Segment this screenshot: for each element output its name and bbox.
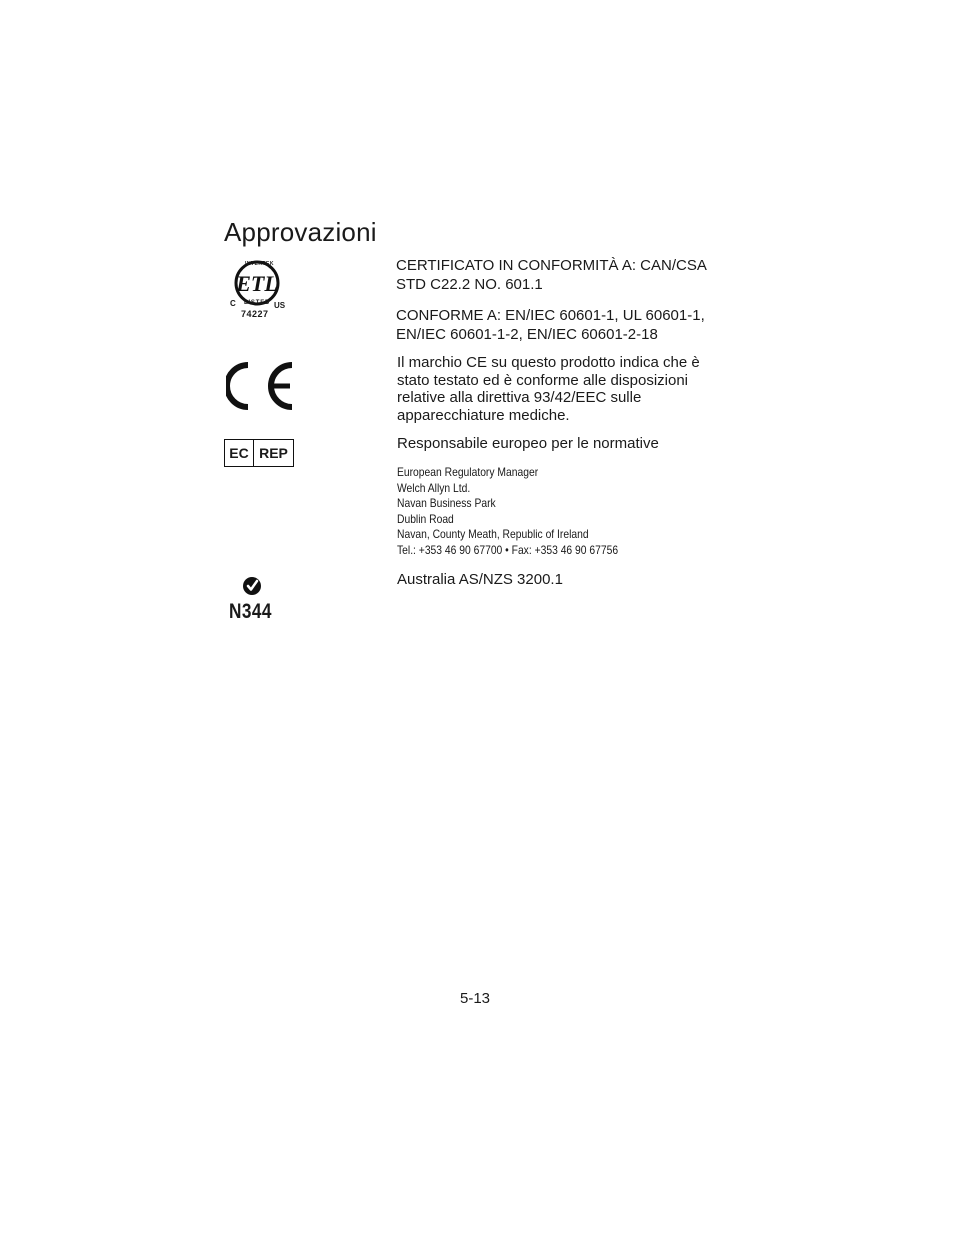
c-tick-code: N344	[229, 600, 272, 623]
ec-rep-symbol	[224, 439, 294, 467]
page-title: Approvazioni	[224, 217, 377, 247]
etl-bottom-text: LISTED	[244, 300, 271, 306]
ec-label: EC	[225, 440, 254, 466]
c-tick-mark-icon	[241, 575, 263, 597]
address-line: Navan Business Park	[397, 496, 496, 510]
page-number: 5-13	[460, 990, 491, 1007]
etl-right-letter: US	[274, 301, 286, 310]
rep-label: REP	[259, 445, 288, 461]
etl-listed-mark	[226, 258, 290, 322]
address-line: Navan, County Meath, Republic of Ireland	[397, 527, 589, 541]
etl-top-text: INTERTEK	[245, 261, 274, 267]
ecrep-heading: Responsabile europeo per le normative	[397, 435, 659, 452]
address-line: Welch Allyn Ltd.	[397, 480, 471, 495]
etl-left-letter: C	[230, 299, 236, 308]
ctick-text: Australia AS/NZS 3200.1	[397, 571, 563, 588]
ce-text: Il marchio CE su questo prodotto indica che è stato testato ed è conforme alle disposizioni relative alla direttiva 93/42/EEC sulle apparecchiature mediche.	[397, 354, 700, 424]
ce-mark-icon	[226, 362, 296, 412]
etl-certified-text: CERTIFICATO IN CONFORMITÀ A: CAN/CSA STD C22.2 NO. 601.1	[396, 257, 707, 293]
address-line: Dublin Road	[397, 511, 454, 526]
etl-conforms-text: CONFORME A: EN/IEC 60601-1, UL 60601-1, EN/IEC 60601-1-2, EN/IEC 60601-2-18	[396, 307, 705, 343]
address-line: Tel.: +353 46 90 67700 • Fax: +353 46 90 67756	[397, 542, 619, 557]
etl-number: 74227	[241, 309, 269, 319]
address-line: European Regulatory Manager	[397, 465, 539, 479]
etl-letters: ETL	[236, 271, 278, 296]
ecrep-address	[397, 465, 618, 558]
